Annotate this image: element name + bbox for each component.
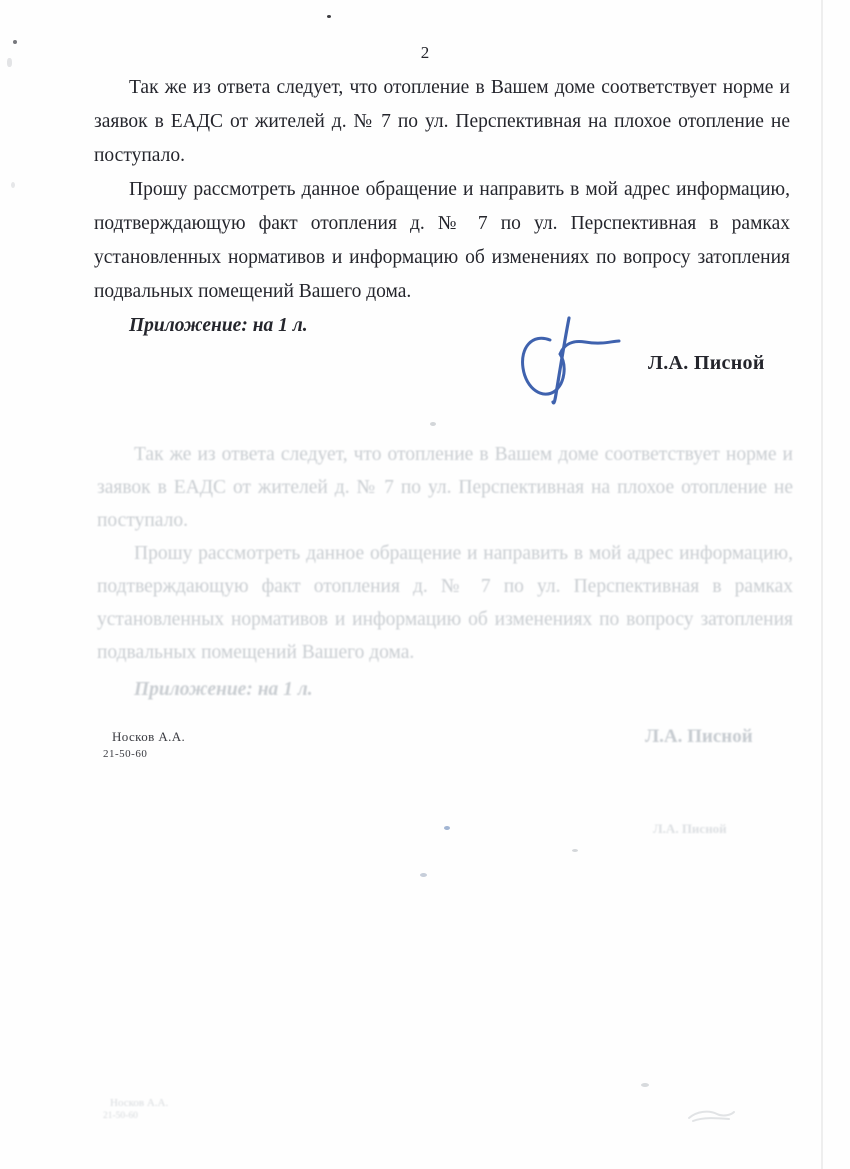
executor-name: Носков А.А.: [112, 729, 186, 744]
letter-paragraph: Так же из ответа следует, что отопление в Вашем доме соответствует норме и заявок в ЕАДС от жителей д. № 7 по ул. Перспективная на плохое отопление не поступало.: [94, 77, 790, 166]
ghost-executor-name: Носков А.А.: [110, 1097, 169, 1109]
scan-speck: [13, 40, 17, 44]
scan-speck: [420, 873, 427, 877]
scribble-svg: [687, 1105, 737, 1125]
scan-speck: [7, 58, 12, 67]
scan-speck: [430, 422, 436, 426]
signer-name: Л.А. Писной: [648, 352, 765, 374]
scan-speck: [327, 15, 331, 18]
ghost-signer-name: Л.А. Писной: [645, 726, 753, 747]
ghost-executor-phone: 21-50-60: [103, 1111, 138, 1121]
ghost-letter-body: [97, 438, 793, 706]
ghost-executor-block: [103, 1097, 168, 1121]
scan-speck: [11, 182, 15, 188]
scan-speck: [572, 849, 578, 852]
page-number: 2: [420, 43, 430, 62]
signature-stroke-svg: [512, 314, 664, 428]
ghost-paragraph: Прошу рассмотреть данное обращение и направить в мой адрес информацию, подтверждающую факт отопления д. № 7 по ул. Перспективная в рамках установленных нормативов и информацию об изменениях по вопросу затопления подвальных помещений Вашего дома.: [97, 543, 793, 663]
executor-phone: 21-50-60: [103, 748, 148, 760]
attachment-note: Приложение: на 1 л.: [129, 315, 308, 336]
scan-scribble-artifact: [687, 1105, 737, 1130]
ghost-paragraph: Так же из ответа следует, что отопление в Вашем доме соответствует норме и заявок в ЕАДС от жителей д. № 7 по ул. Перспективная на плохое отопление не поступало.: [97, 444, 793, 531]
scan-edge-line: [821, 0, 823, 1169]
ghost-signer-name-faint: Л.А. Писной: [653, 821, 727, 836]
scan-speck: [444, 826, 450, 830]
executor-block: [103, 729, 185, 760]
ghost-attachment-note: Приложение: на 1 л.: [134, 679, 313, 700]
letter-body: [94, 71, 790, 343]
letter-paragraph: Прошу рассмотреть данное обращение и направить в мой адрес информацию, подтверждающую факт отопления д. № 7 по ул. Перспективная в рамках установленных нормативов и информацию об изменениях по вопросу затопления подвальных помещений Вашего дома.: [94, 179, 790, 302]
scan-speck: [641, 1083, 649, 1087]
handwritten-signature: [512, 314, 664, 428]
